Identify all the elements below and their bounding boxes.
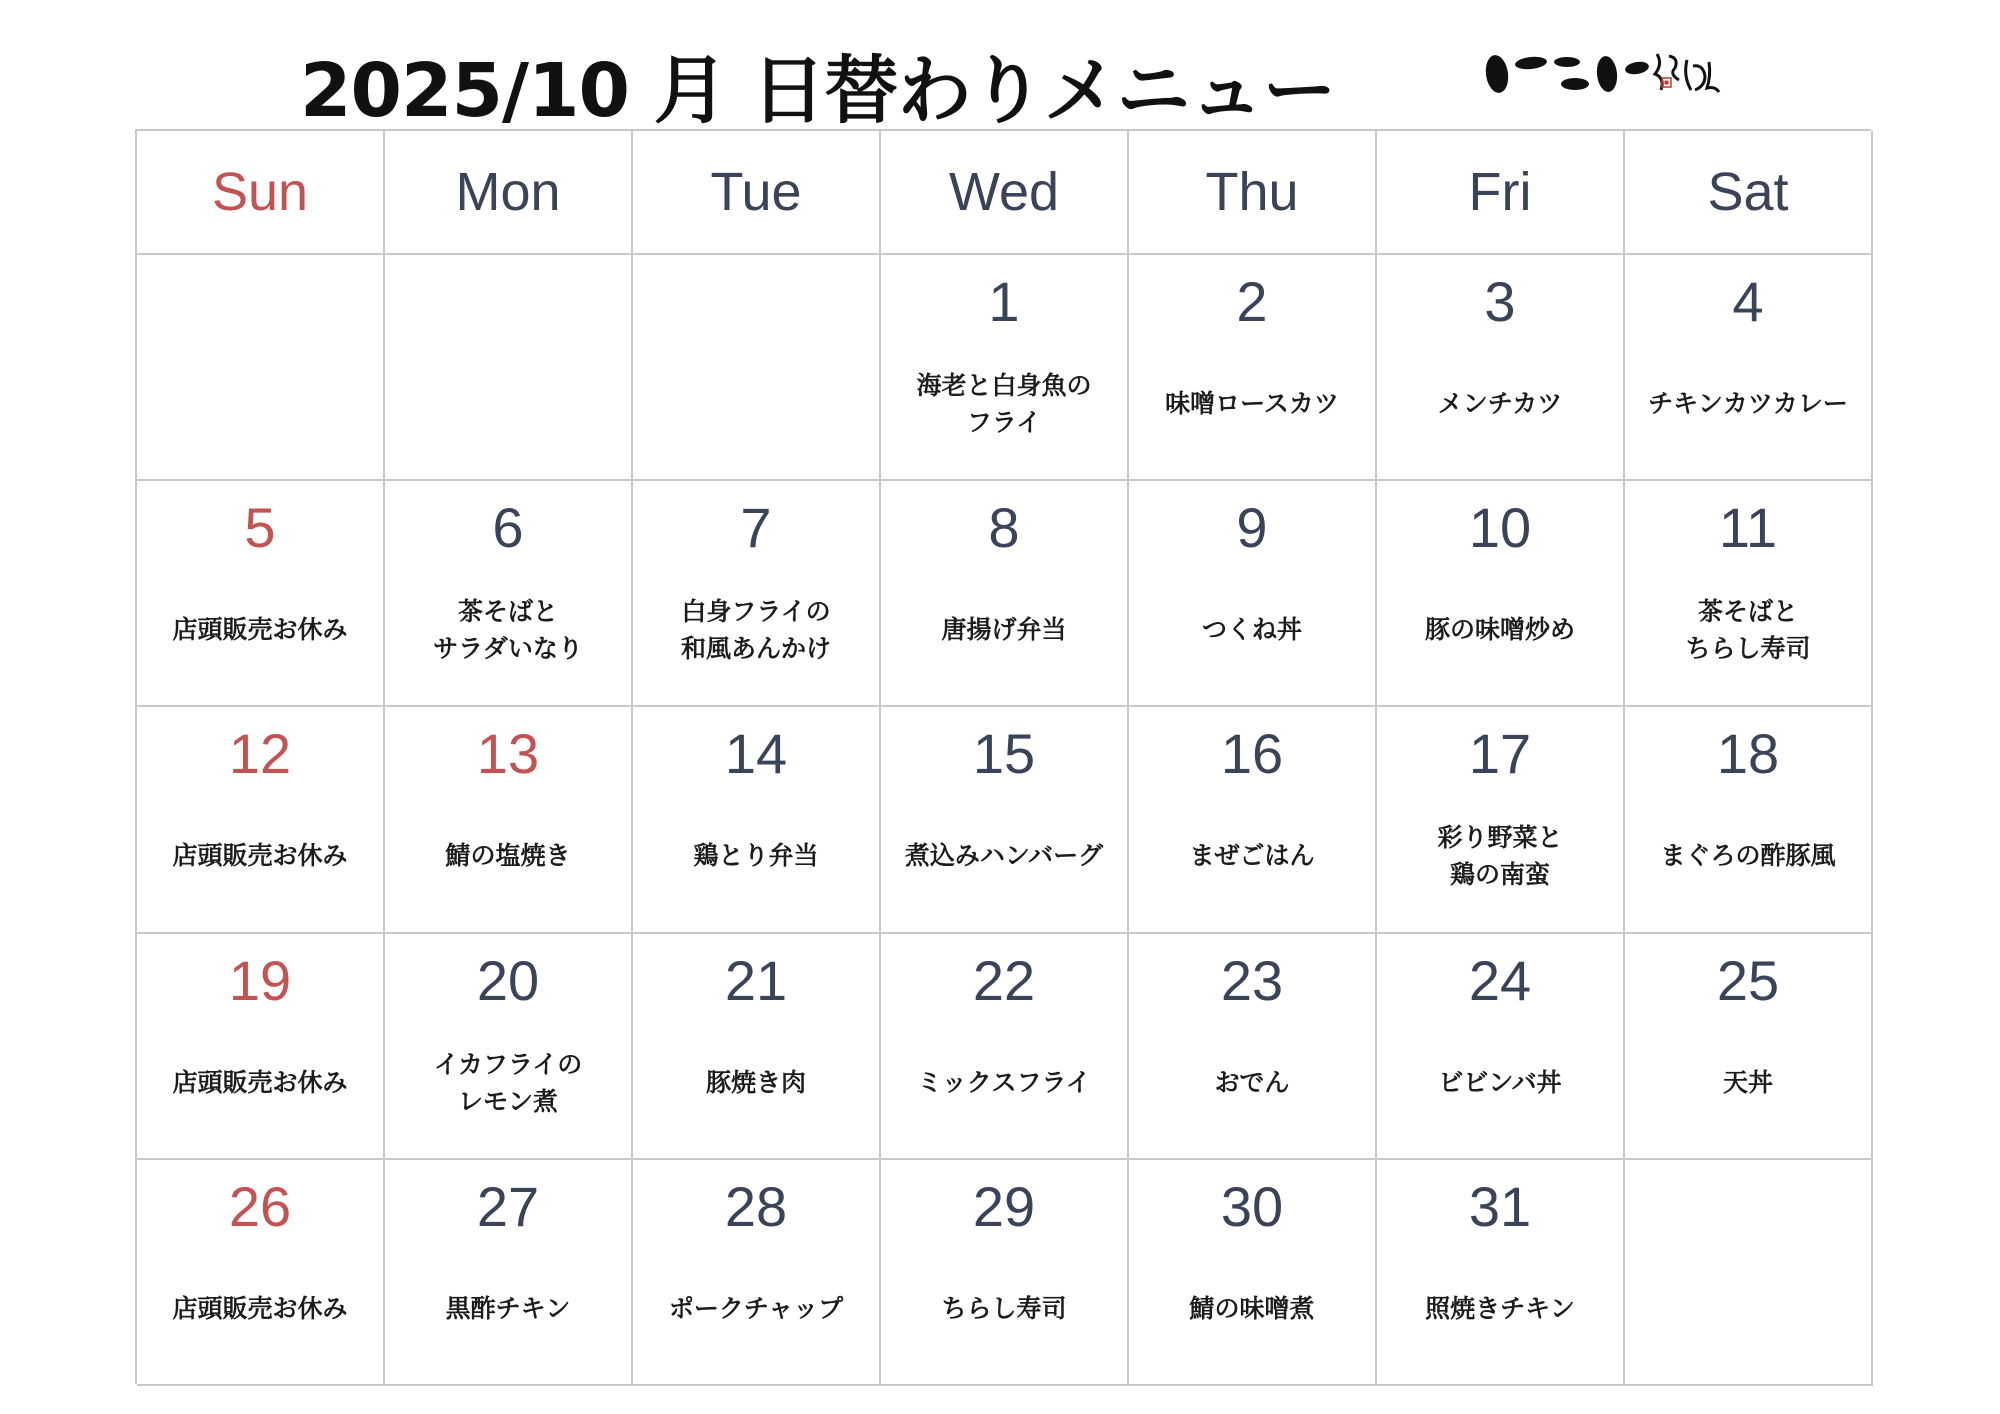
calendar-day-cell	[881, 1160, 1129, 1386]
menu-item: 彩り野菜と 鶏の南蛮	[1437, 823, 1563, 890]
day-number: 27	[476, 1174, 540, 1238]
weekday-header-mon: Mon	[385, 131, 633, 255]
calendar-day-cell	[1377, 255, 1625, 481]
menu-item: ちらし寿司	[941, 1293, 1067, 1323]
calendar-day-cell	[1625, 255, 1873, 481]
weekday-header-tue: Tue	[633, 131, 881, 255]
calendar-day-cell	[385, 934, 633, 1160]
calendar-day-cell	[137, 255, 385, 481]
menu-item: ビビンバ丼	[1438, 1067, 1562, 1097]
weekday-header-sat: Sat	[1625, 131, 1873, 255]
day-number: 31	[1468, 1174, 1532, 1238]
menu-item: 豚の味噌炒め	[1424, 615, 1575, 645]
calendar-day-cell	[1129, 707, 1377, 933]
menu-item: まぜごはん	[1189, 841, 1315, 871]
day-number: 14	[724, 722, 788, 786]
calendar-day-cell	[633, 1160, 881, 1386]
menu-item: 黒酢チキン	[445, 1293, 571, 1323]
day-number: 15	[972, 722, 1036, 786]
restaurant-logo	[1475, 46, 1725, 102]
menu-item: 茶そばと ちらし寿司	[1685, 597, 1811, 664]
calendar-day-cell	[1625, 481, 1873, 707]
calendar-day-cell	[137, 934, 385, 1160]
calendar-day-cell	[137, 707, 385, 933]
calendar-day-cell	[881, 481, 1129, 707]
day-number: 28	[724, 1174, 788, 1238]
menu-item: 唐揚げ弁当	[941, 615, 1067, 645]
menu-item: 煮込みハンバーグ	[904, 841, 1104, 871]
day-number: 9	[1236, 496, 1268, 560]
menu-item: ポークチャップ	[668, 1293, 844, 1323]
calendar-day-cell	[1377, 707, 1625, 933]
calendar-day-cell	[1377, 934, 1625, 1160]
day-number: 29	[972, 1174, 1036, 1238]
menu-item: 店頭販売お休み	[172, 615, 348, 645]
menu-item: 海老と白身魚の フライ	[916, 371, 1092, 437]
day-number: 3	[1484, 270, 1516, 333]
calendar-day-cell	[881, 255, 1129, 481]
calendar-day-cell	[1377, 481, 1625, 707]
menu-item: 店頭販売お休み	[172, 841, 348, 871]
day-number: 11	[1718, 496, 1778, 560]
day-number: 5	[244, 496, 276, 560]
calendar-day-cell	[385, 1160, 633, 1386]
calendar-day-cell	[1377, 1160, 1625, 1386]
day-number: 18	[1716, 722, 1780, 786]
day-number: 8	[988, 496, 1020, 560]
calendar-day-cell	[385, 255, 633, 481]
day-number: 20	[476, 948, 540, 1012]
weekday-header-fri: Fri	[1377, 131, 1625, 255]
calendar-grid	[135, 129, 1871, 1384]
calendar-day-cell	[633, 707, 881, 933]
day-number: 16	[1220, 722, 1284, 786]
menu-item: イカフライの レモン煮	[433, 1049, 583, 1116]
calendar-day-cell	[1129, 481, 1377, 707]
menu-item: まぐろの酢豚風	[1660, 841, 1836, 871]
menu-item: 味噌ロースカツ	[1165, 389, 1339, 418]
day-number: 19	[228, 948, 292, 1012]
calendar-day-cell	[881, 707, 1129, 933]
menu-item: つくね丼	[1201, 615, 1302, 645]
menu-item: おでん	[1214, 1067, 1290, 1097]
day-number: 23	[1220, 948, 1284, 1012]
calendar-day-cell	[1129, 934, 1377, 1160]
menu-item: 店頭販売お休み	[172, 1067, 348, 1097]
calendar-day-cell	[633, 934, 881, 1160]
day-number: 12	[228, 722, 292, 786]
menu-item: 鯖の味噌煮	[1189, 1293, 1315, 1323]
weekday-header-wed: Wed	[881, 131, 1129, 255]
day-number: 13	[476, 722, 540, 786]
calendar-day-cell	[137, 1160, 385, 1386]
day-number: 17	[1468, 722, 1532, 786]
calendar-day-cell	[881, 934, 1129, 1160]
menu-item: 豚焼き肉	[705, 1067, 806, 1097]
calendar-day-cell	[633, 481, 881, 707]
calendar-day-cell	[1625, 1160, 1873, 1386]
day-number: 24	[1468, 948, 1532, 1012]
menu-item: 茶そばと サラダいなり	[433, 597, 583, 664]
day-number: 7	[740, 496, 772, 560]
day-number: 22	[972, 948, 1036, 1012]
page-title: 2025/10 月 日替わりメニュー	[300, 48, 1336, 134]
day-number: 2	[1236, 270, 1268, 333]
menu-item: 店頭販売お休み	[172, 1293, 348, 1323]
day-number: 25	[1716, 948, 1780, 1012]
menu-item: 照焼きチキン	[1425, 1293, 1575, 1323]
day-number: 6	[492, 496, 524, 560]
day-number: 4	[1732, 270, 1764, 333]
calendar-day-cell	[385, 481, 633, 707]
menu-item: メンチカツ	[1437, 389, 1563, 418]
day-number: 30	[1220, 1174, 1284, 1238]
calendar-day-cell	[1129, 255, 1377, 481]
calendar-day-cell	[137, 481, 385, 707]
weekday-header-sun: Sun	[137, 131, 385, 255]
day-number: 10	[1468, 496, 1532, 560]
menu-item: チキンカツカレー	[1648, 389, 1848, 418]
weekday-header-thu: Thu	[1129, 131, 1377, 255]
calendar-day-cell	[633, 255, 881, 481]
menu-item: 天丼	[1722, 1067, 1773, 1097]
menu-item: 鶏とり弁当	[693, 841, 819, 871]
day-number: 21	[724, 948, 788, 1012]
calendar-day-cell	[1129, 1160, 1377, 1386]
menu-item: ミックスフライ	[917, 1067, 1091, 1097]
menu-item: 白身フライの 和風あんかけ	[680, 597, 831, 664]
calendar-day-cell	[385, 707, 633, 933]
menu-item: 鯖の塩焼き	[445, 841, 571, 871]
calendar-day-cell	[1625, 707, 1873, 933]
calendar-day-cell	[1625, 934, 1873, 1160]
day-number: 1	[988, 270, 1020, 333]
day-number: 26	[228, 1174, 292, 1238]
